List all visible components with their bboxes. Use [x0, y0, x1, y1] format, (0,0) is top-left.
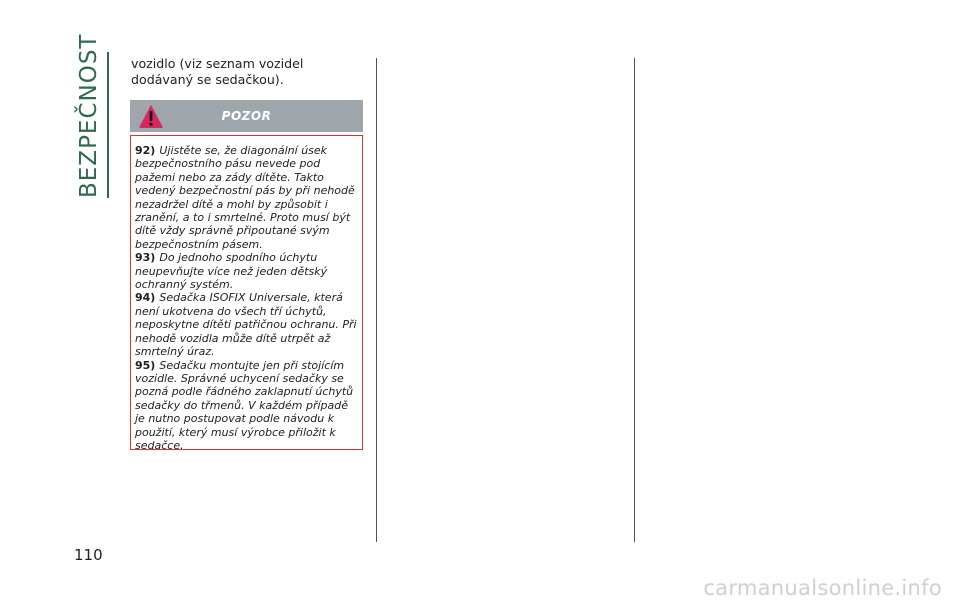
warning-item-text: Do jednoho spodního úchytu neupevňujte více než jeden dětský ochranný systém.: [135, 251, 328, 292]
warning-item-text: Ujistěte se, že diagonální úsek bezpečnostního pásu nevede pod pažemi nebo za zády dítěte. Takto vedený bezpečnostní pás by při nehodě nezadržel dítě a mohl by způsobit i zranění, a to i smrtelné. Proto musí být dítě vždy správně připoutané svým bezpečnostním pásem.: [135, 144, 355, 251]
warning-title: POZOR: [221, 109, 272, 123]
warning-header: [130, 100, 363, 132]
warning-item-number: 94): [135, 291, 156, 305]
warning-item-text: Sedačku montujte jen při stojícím vozidle. Správné uchycení sedačky se pozná podle řádného zaklapnutí úchytů sedačky do třmenů. V každém případě je nutno postupovat podle návodu k použití, který musí výrobce přiložit k sedačce.: [135, 358, 354, 452]
section-rule: [107, 52, 109, 198]
warning-item: [135, 291, 358, 358]
section-tab: [72, 33, 110, 198]
intro-text: vozidlo (viz seznam vozidel dodávaný se sedačkou).: [131, 56, 304, 87]
warning-item-text: Sedačka ISOFIX Universale, která není ukotvena do všech tří úchytů, neposkytne dítěti patřičnou ochranu. Při nehodě vozidla může dítě utrpět až smrtelný úraz.: [135, 291, 357, 359]
warning-item-number: 92): [135, 144, 156, 157]
warning-item-number: 95): [135, 358, 156, 372]
warning-body: [130, 135, 363, 450]
column-divider-left: [376, 58, 377, 542]
warning-item: [135, 251, 358, 291]
warning-item: [135, 359, 358, 453]
warning-item: [135, 144, 358, 251]
warning-box: [130, 100, 363, 450]
column-divider-right: [634, 58, 635, 542]
section-title: BEZPEČNOST: [76, 33, 102, 198]
watermark: carmanualsonline.info: [703, 576, 942, 600]
warning-item-number: 93): [135, 251, 156, 265]
page-number: 110: [74, 546, 103, 564]
